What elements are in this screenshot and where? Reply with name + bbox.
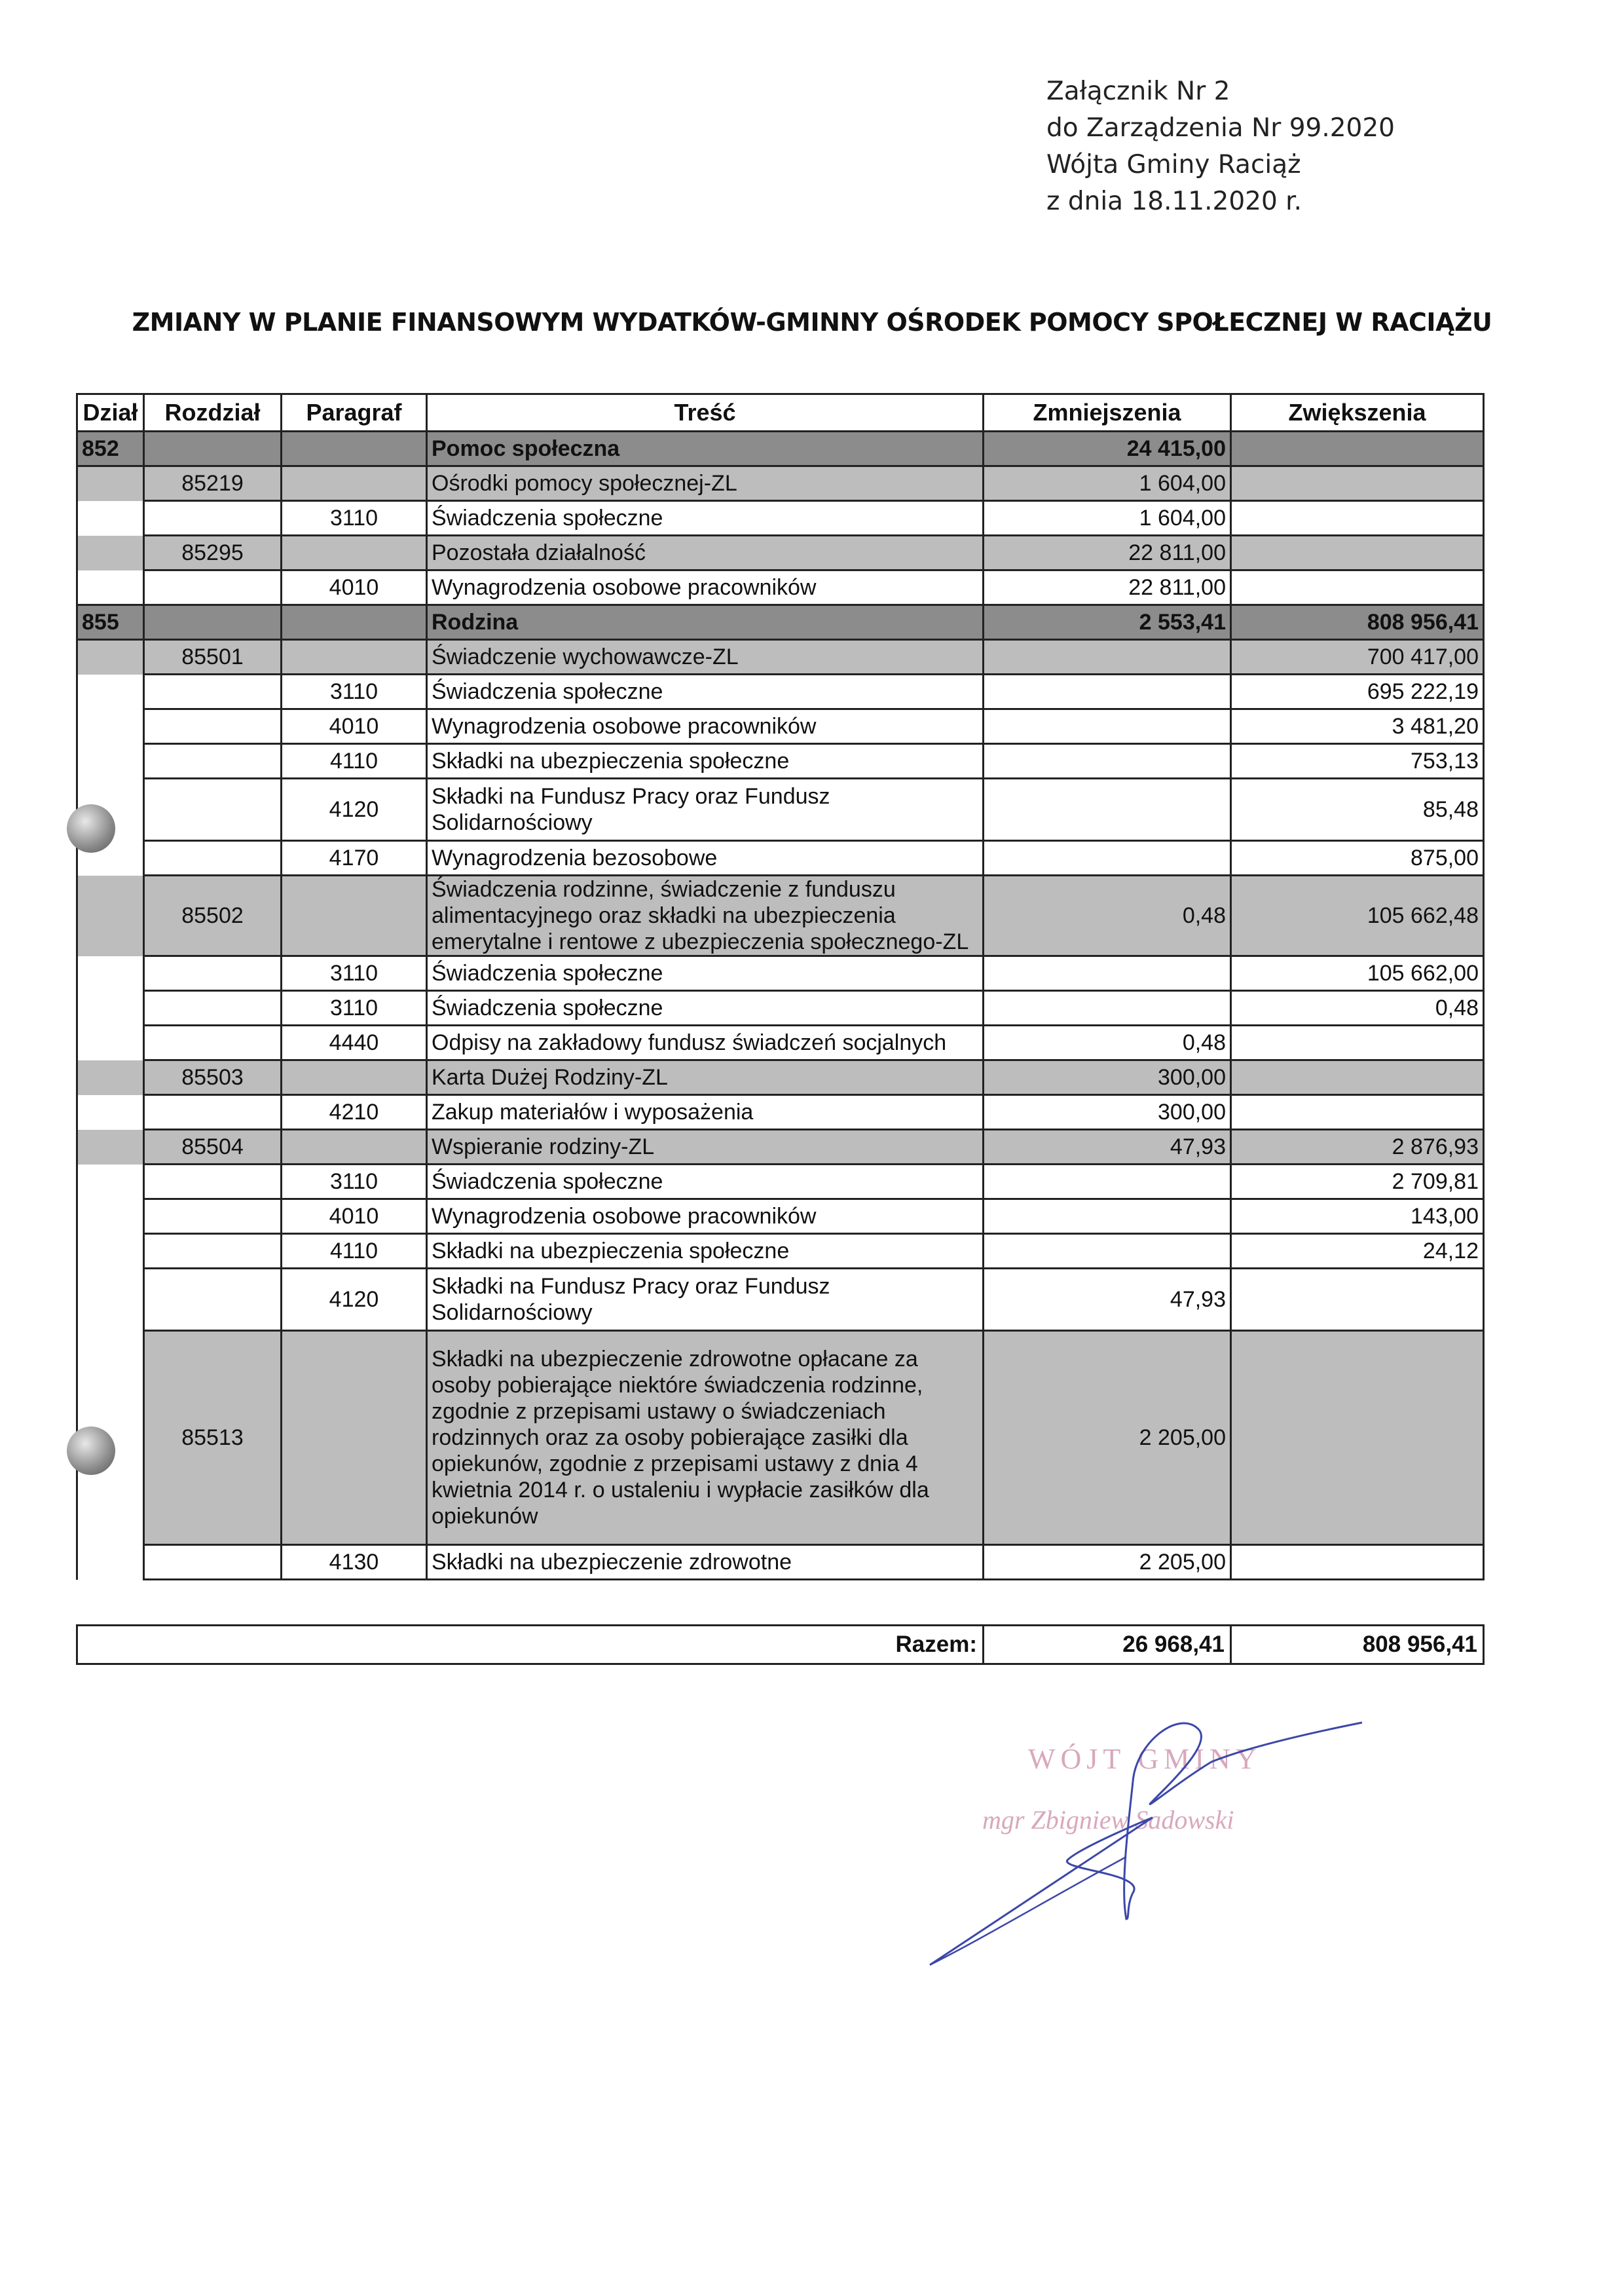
cell-rozdzial — [144, 1165, 282, 1199]
cell-paragraf: 3110 — [282, 991, 427, 1026]
cell-zwiekszenia: 105 662,48 — [1231, 876, 1484, 956]
cell-tresc: Karta Dużej Rodziny-ZL — [427, 1060, 984, 1095]
cell-zmniejszenia — [984, 956, 1231, 991]
cell-tresc: Świadczenia społeczne — [427, 1165, 984, 1199]
cell-rozdzial — [144, 744, 282, 779]
cell-paragraf: 4110 — [282, 744, 427, 779]
table-row — [77, 466, 1484, 501]
cell-zwiekszenia: 85,48 — [1231, 779, 1484, 841]
cell-tresc: Wynagrodzenia osobowe pracowników — [427, 709, 984, 744]
cell-tresc: Składki na ubezpieczenia społeczne — [427, 744, 984, 779]
cell-zwiekszenia — [1231, 536, 1484, 570]
table-row — [77, 432, 1484, 466]
cell-tresc: Składki na ubezpieczenie zdrowotne — [427, 1545, 984, 1580]
cell-paragraf: 4120 — [282, 779, 427, 841]
header-paragraf: Paragraf — [282, 394, 427, 432]
cell-dzial: 855 — [77, 605, 144, 640]
document-title: ZMIANY W PLANIE FINANSOWYM WYDATKÓW-GMINNY OŚRODEK POMOCY SPOŁECZNEJ W RACIĄŻU — [132, 308, 1492, 337]
header-zwiekszenia: Zwiększenia — [1231, 394, 1484, 432]
header-rozdzial: Rozdział — [144, 394, 282, 432]
annex-ordinance: do Zarządzenia Nr 99.2020 — [1046, 113, 1395, 143]
cell-rozdzial — [144, 779, 282, 841]
cell-dzial — [77, 675, 144, 709]
stamp-title: WÓJT GMINY — [1028, 1743, 1262, 1775]
table-row — [77, 1234, 1484, 1269]
cell-tresc: Ośrodki pomocy społecznej-ZL — [427, 466, 984, 501]
cell-dzial: 852 — [77, 432, 144, 466]
cell-paragraf: 3110 — [282, 501, 427, 536]
table-header-row — [77, 394, 1484, 432]
cell-tresc: Odpisy na zakładowy fundusz świadczeń socjalnych — [427, 1026, 984, 1060]
cell-rozdzial — [144, 675, 282, 709]
cell-zwiekszenia: 143,00 — [1231, 1199, 1484, 1234]
cell-zmniejszenia: 1 604,00 — [984, 466, 1231, 501]
table-row — [77, 501, 1484, 536]
cell-rozdzial — [144, 1234, 282, 1269]
cell-zwiekszenia — [1231, 1269, 1484, 1331]
cell-paragraf — [282, 640, 427, 675]
cell-tresc: Zakup materiałów i wyposażenia — [427, 1095, 984, 1130]
cell-zwiekszenia — [1231, 570, 1484, 605]
cell-paragraf — [282, 1331, 427, 1545]
cell-dzial — [77, 570, 144, 605]
cell-dzial — [77, 991, 144, 1026]
cell-dzial — [77, 1060, 144, 1095]
cell-dzial — [77, 1199, 144, 1234]
cell-tresc: Wynagrodzenia osobowe pracowników — [427, 570, 984, 605]
cell-paragraf — [282, 536, 427, 570]
cell-rozdzial — [144, 1545, 282, 1580]
annex-issuer: Wójta Gminy Raciąż — [1046, 150, 1301, 179]
cell-zmniejszenia — [984, 1165, 1231, 1199]
annex-header — [1046, 73, 1505, 220]
cell-rozdzial — [144, 841, 282, 876]
table-row — [77, 605, 1484, 640]
cell-dzial — [77, 1269, 144, 1331]
cell-zwiekszenia — [1231, 1095, 1484, 1130]
cell-zwiekszenia — [1231, 1545, 1484, 1580]
cell-dzial — [77, 1026, 144, 1060]
cell-rozdzial: 85295 — [144, 536, 282, 570]
cell-rozdzial — [144, 709, 282, 744]
cell-dzial — [77, 1545, 144, 1580]
cell-zwiekszenia: 3 481,20 — [1231, 709, 1484, 744]
cell-dzial — [77, 536, 144, 570]
cell-zmniejszenia: 1 604,00 — [984, 501, 1231, 536]
cell-tresc: Świadczenia społeczne — [427, 501, 984, 536]
table-row — [77, 709, 1484, 744]
cell-rozdzial — [144, 1199, 282, 1234]
budget-changes-table — [76, 393, 1485, 1580]
total-row — [77, 1626, 1484, 1664]
punch-hole — [67, 1427, 115, 1475]
cell-zmniejszenia: 47,93 — [984, 1130, 1231, 1165]
cell-zwiekszenia: 700 417,00 — [1231, 640, 1484, 675]
table-row — [77, 1545, 1484, 1580]
cell-rozdzial: 85502 — [144, 876, 282, 956]
cell-rozdzial — [144, 501, 282, 536]
cell-rozdzial: 85503 — [144, 1060, 282, 1095]
cell-paragraf — [282, 1060, 427, 1095]
total-label: Razem: — [77, 1626, 984, 1664]
cell-zwiekszenia: 2 876,93 — [1231, 1130, 1484, 1165]
cell-tresc: Świadczenie wychowawcze-ZL — [427, 640, 984, 675]
cell-paragraf: 3110 — [282, 1165, 427, 1199]
table-row — [77, 991, 1484, 1026]
cell-zwiekszenia — [1231, 1060, 1484, 1095]
cell-zwiekszenia: 695 222,19 — [1231, 675, 1484, 709]
cell-rozdzial: 85219 — [144, 466, 282, 501]
cell-zwiekszenia — [1231, 466, 1484, 501]
cell-rozdzial — [144, 1026, 282, 1060]
cell-rozdzial: 85501 — [144, 640, 282, 675]
cell-dzial — [77, 1234, 144, 1269]
cell-paragraf — [282, 466, 427, 501]
table-row — [77, 1130, 1484, 1165]
cell-zwiekszenia: 2 709,81 — [1231, 1165, 1484, 1199]
cell-paragraf: 4130 — [282, 1545, 427, 1580]
cell-paragraf: 3110 — [282, 956, 427, 991]
cell-zmniejszenia: 300,00 — [984, 1060, 1231, 1095]
cell-zwiekszenia — [1231, 1026, 1484, 1060]
cell-zwiekszenia — [1231, 432, 1484, 466]
cell-dzial — [77, 1130, 144, 1165]
cell-zwiekszenia: 105 662,00 — [1231, 956, 1484, 991]
cell-rozdzial — [144, 570, 282, 605]
table-row — [77, 640, 1484, 675]
cell-zmniejszenia — [984, 991, 1231, 1026]
cell-paragraf: 4170 — [282, 841, 427, 876]
table-row — [77, 876, 1484, 956]
cell-rozdzial — [144, 956, 282, 991]
cell-tresc: Składki na ubezpieczenie zdrowotne opłacane za osoby pobierające niektóre świadczenia rodzinne, zgodnie z przepisami ustawy o świadczeniach rodzinnych oraz za osoby pobierające zasiłki dla opiekunów, zgodnie z przepisami ustawy z dnia 4 kwietnia 2014 r. o ustaleniu i wypłacie zasiłków dla opiekunów — [427, 1331, 984, 1545]
cell-rozdzial — [144, 991, 282, 1026]
cell-rozdzial: 85513 — [144, 1331, 282, 1545]
table-row — [77, 1269, 1484, 1331]
cell-zmniejszenia: 22 811,00 — [984, 536, 1231, 570]
table-row — [77, 956, 1484, 991]
cell-zwiekszenia: 24,12 — [1231, 1234, 1484, 1269]
cell-zwiekszenia: 753,13 — [1231, 744, 1484, 779]
cell-zwiekszenia — [1231, 1331, 1484, 1545]
cell-dzial — [77, 1095, 144, 1130]
cell-paragraf: 4210 — [282, 1095, 427, 1130]
table-row — [77, 1095, 1484, 1130]
cell-zmniejszenia — [984, 841, 1231, 876]
cell-dzial — [77, 1165, 144, 1199]
cell-zmniejszenia — [984, 675, 1231, 709]
cell-zwiekszenia: 0,48 — [1231, 991, 1484, 1026]
cell-zmniejszenia: 0,48 — [984, 876, 1231, 956]
cell-dzial — [77, 876, 144, 956]
cell-zmniejszenia: 0,48 — [984, 1026, 1231, 1060]
cell-dzial — [77, 466, 144, 501]
cell-zmniejszenia: 22 811,00 — [984, 570, 1231, 605]
table-row — [77, 841, 1484, 876]
cell-zmniejszenia — [984, 1199, 1231, 1234]
cell-paragraf — [282, 1130, 427, 1165]
cell-dzial — [77, 709, 144, 744]
header-zmniejszenia: Zmniejszenia — [984, 394, 1231, 432]
cell-dzial — [77, 744, 144, 779]
table-row — [77, 536, 1484, 570]
cell-tresc: Świadczenia rodzinne, świadczenie z funduszu alimentacyjnego oraz składki na ubezpieczenia emerytalne i rentowe z ubezpieczenia społecznego-ZL — [427, 876, 984, 956]
cell-paragraf: 4010 — [282, 709, 427, 744]
cell-zmniejszenia: 2 205,00 — [984, 1331, 1231, 1545]
cell-tresc: Składki na ubezpieczenia społeczne — [427, 1234, 984, 1269]
table-row — [77, 1331, 1484, 1545]
total-table — [76, 1624, 1485, 1665]
table-row — [77, 1060, 1484, 1095]
cell-tresc: Świadczenia społeczne — [427, 956, 984, 991]
cell-paragraf: 4110 — [282, 1234, 427, 1269]
table-row — [77, 744, 1484, 779]
punch-hole — [67, 804, 115, 853]
annex-number: Załącznik Nr 2 — [1046, 77, 1230, 106]
cell-paragraf: 4440 — [282, 1026, 427, 1060]
cell-rozdzial — [144, 1269, 282, 1331]
cell-tresc: Świadczenia społeczne — [427, 991, 984, 1026]
cell-zmniejszenia — [984, 640, 1231, 675]
cell-tresc: Pomoc społeczna — [427, 432, 984, 466]
cell-dzial — [77, 640, 144, 675]
cell-tresc: Wynagrodzenia osobowe pracowników — [427, 1199, 984, 1234]
stamp-name: mgr Zbigniew Sadowski — [982, 1805, 1234, 1835]
cell-paragraf: 4120 — [282, 1269, 427, 1331]
cell-paragraf: 4010 — [282, 1199, 427, 1234]
cell-zwiekszenia: 808 956,41 — [1231, 605, 1484, 640]
cell-dzial — [77, 956, 144, 991]
table-row — [77, 1026, 1484, 1060]
cell-tresc: Wspieranie rodziny-ZL — [427, 1130, 984, 1165]
table-row — [77, 779, 1484, 841]
cell-dzial — [77, 501, 144, 536]
table-row — [77, 570, 1484, 605]
cell-tresc: Świadczenia społeczne — [427, 675, 984, 709]
cell-zwiekszenia — [1231, 501, 1484, 536]
cell-zwiekszenia: 875,00 — [1231, 841, 1484, 876]
handwritten-signature — [904, 1703, 1375, 1978]
cell-paragraf — [282, 876, 427, 956]
cell-zmniejszenia — [984, 779, 1231, 841]
cell-paragraf — [282, 605, 427, 640]
cell-rozdzial — [144, 605, 282, 640]
cell-zmniejszenia: 2 553,41 — [984, 605, 1231, 640]
total-zwiekszenia: 808 956,41 — [1231, 1626, 1484, 1664]
cell-rozdzial — [144, 432, 282, 466]
cell-paragraf — [282, 432, 427, 466]
header-dzial: Dział — [77, 394, 144, 432]
cell-rozdzial: 85504 — [144, 1130, 282, 1165]
header-tresc: Treść — [427, 394, 984, 432]
cell-zmniejszenia: 47,93 — [984, 1269, 1231, 1331]
cell-zmniejszenia — [984, 709, 1231, 744]
annex-date: z dnia 18.11.2020 r. — [1046, 187, 1302, 216]
cell-rozdzial — [144, 1095, 282, 1130]
cell-zmniejszenia — [984, 744, 1231, 779]
cell-paragraf: 3110 — [282, 675, 427, 709]
total-zmniejszenia: 26 968,41 — [984, 1626, 1231, 1664]
cell-zmniejszenia — [984, 1234, 1231, 1269]
cell-tresc: Składki na Fundusz Pracy oraz Fundusz Solidarnościowy — [427, 779, 984, 841]
cell-zmniejszenia: 2 205,00 — [984, 1545, 1231, 1580]
cell-tresc: Wynagrodzenia bezosobowe — [427, 841, 984, 876]
cell-tresc: Rodzina — [427, 605, 984, 640]
cell-zmniejszenia: 300,00 — [984, 1095, 1231, 1130]
table-row — [77, 1199, 1484, 1234]
cell-zmniejszenia: 24 415,00 — [984, 432, 1231, 466]
cell-tresc: Składki na Fundusz Pracy oraz Fundusz Solidarnościowy — [427, 1269, 984, 1331]
cell-tresc: Pozostała działalność — [427, 536, 984, 570]
table-row — [77, 1165, 1484, 1199]
cell-paragraf: 4010 — [282, 570, 427, 605]
table-row — [77, 675, 1484, 709]
